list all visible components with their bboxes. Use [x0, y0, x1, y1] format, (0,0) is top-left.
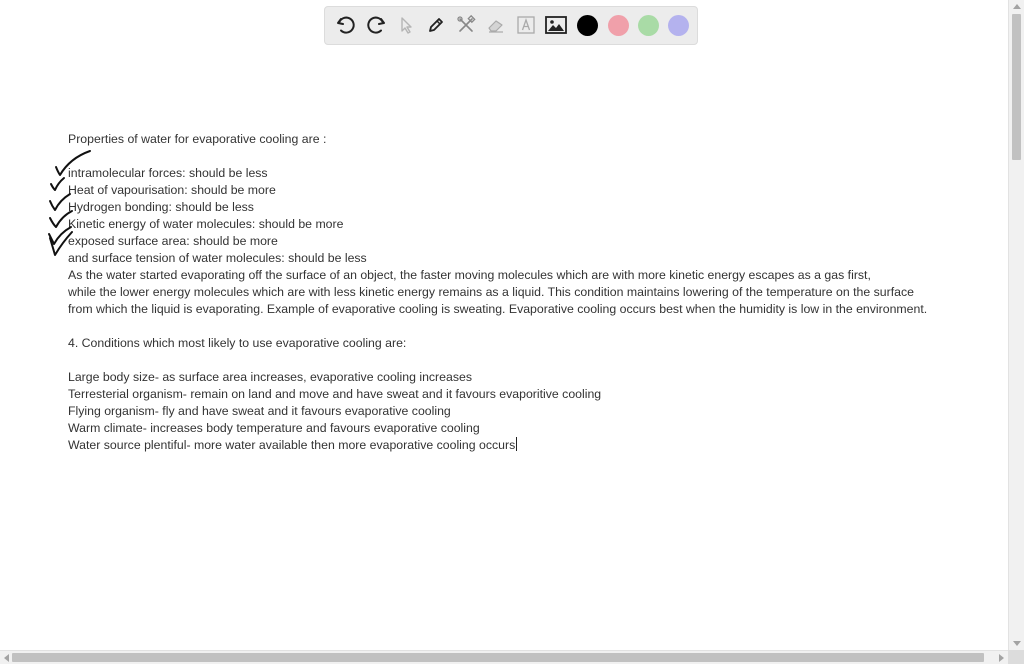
vertical-scroll-thumb[interactable] [1012, 14, 1021, 160]
condition-item: Flying organism- fly and have sweat and it favours evaporative cooling [68, 404, 451, 418]
paragraph-line: from which the liquid is evaporating. Example of evaporative cooling is sweating. Evaporative cooling occurs best when the humidity is low in the environment. [68, 302, 928, 316]
condition-item: Terresterial organism- remain on land and move and have sweat and it favours evaporitive cooling [68, 387, 602, 401]
property-item: Kinetic energy of water molecules: should be more [68, 217, 344, 231]
scroll-up-arrow-icon[interactable] [1009, 0, 1024, 12]
horizontal-scrollbar[interactable] [0, 650, 1008, 664]
text-caret [516, 437, 517, 451]
horizontal-scroll-thumb[interactable] [12, 653, 984, 662]
property-item: exposed surface area: should be more [68, 234, 278, 248]
condition-item: Water source plentiful- more water available then more evaporative cooling occurs [68, 438, 516, 452]
scroll-left-arrow-icon[interactable] [0, 651, 12, 664]
vertical-scrollbar[interactable] [1008, 0, 1024, 650]
property-item: intramolecular forces: should be less [68, 166, 268, 180]
condition-item-last [68, 437, 517, 453]
condition-item: Large body size- as surface area increases, evaporative cooling increases [68, 370, 472, 384]
paragraph-line: while the lower energy molecules which are with less kinetic energy remains as a liquid. This condition maintains lowering of the temperature on the surface [68, 285, 914, 299]
property-item: Hydrogen bonding: should be less [68, 200, 254, 214]
scrollbar-corner [1008, 650, 1024, 664]
scroll-down-arrow-icon[interactable] [1009, 638, 1024, 650]
conditions-heading: 4. Conditions which most likely to use evaporative cooling are: [68, 336, 407, 350]
property-item: and surface tension of water molecules: should be less [68, 251, 367, 265]
properties-heading: Properties of water for evaporative cooling are : [68, 132, 327, 146]
paragraph-line: As the water started evaporating off the surface of an object, the faster moving molecules which are with more kinetic energy escapes as a gas first, [68, 268, 871, 282]
scroll-right-arrow-icon[interactable] [996, 651, 1008, 664]
property-item: Heat of vapourisation: should be more [68, 183, 276, 197]
condition-item: Warm climate- increases body temperature and favours evaporative cooling [68, 421, 480, 435]
